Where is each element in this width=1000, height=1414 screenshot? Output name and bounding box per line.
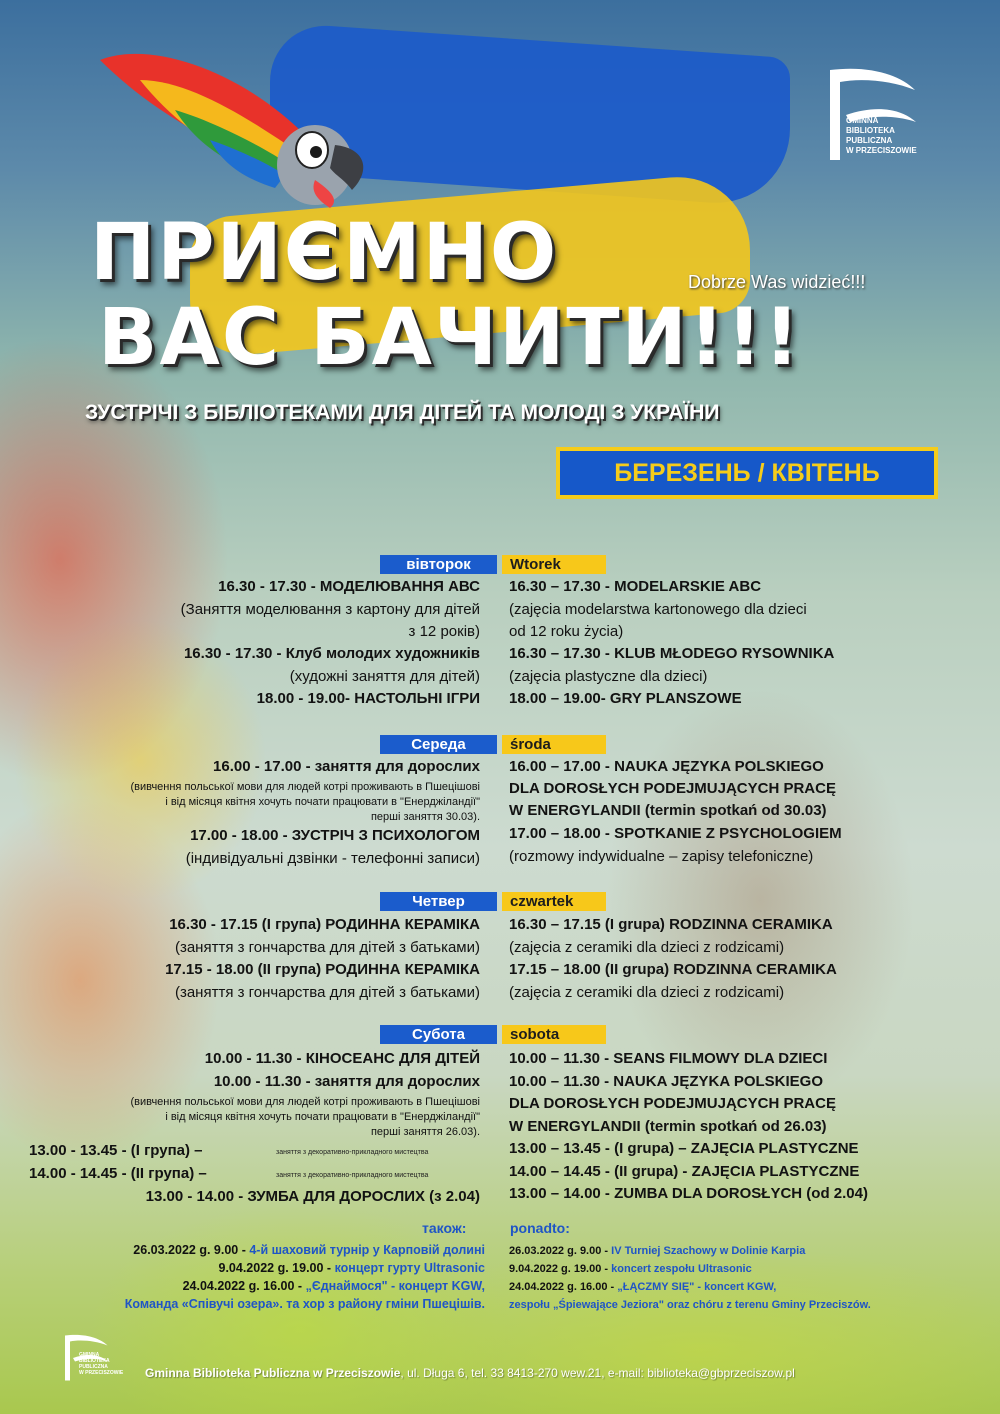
event-line: 16.30 - 17.30 - Клуб молодих художників — [183, 645, 480, 662]
event-line: 13.00 – 13.45 - (I grupa) – ZAJĘCIA PLASTYCZNE — [509, 1140, 859, 1157]
page-title-line1: ПРИЄМНО — [90, 208, 559, 298]
event-line: 17.00 - 18.00 - ЗУСТРІЧ З ПСИХОЛОГОМ — [190, 827, 480, 844]
day-header-ua-saturday: Субота — [380, 1025, 497, 1044]
event-line: 10.00 - 11.30 - заняття для дорослих — [213, 1073, 480, 1090]
day-header-pl-tuesday: Wtorek — [502, 555, 606, 574]
event-line: 17.00 – 18.00 - SPOTKANIE Z PSYCHOLOGIEM — [509, 825, 842, 842]
event-line: 13.00 - 13.45 - (I група) – — [29, 1142, 203, 1159]
extra-event-ua: 24.04.2022 g. 16.00 - „Єднаймося" - концерт KGW, — [182, 1279, 485, 1293]
also-label-ua: також: — [422, 1220, 467, 1236]
extra-event-pl: 24.04.2022 g. 16.00 - „ŁĄCZMY SIĘ" - koncert KGW, — [509, 1281, 777, 1293]
event-line: 10.00 – 11.30 - NAUKA JĘZYKA POLSKIEGO — [509, 1073, 824, 1090]
event-line: 16.00 – 17.00 - NAUKA JĘZYKA POLSKIEGO — [509, 758, 824, 775]
day-header-pl-saturday: sobota — [502, 1025, 606, 1044]
event-line: 17.15 - 18.00 (II група) РОДИННА КЕРАМІКА — [165, 961, 480, 978]
footer-contact: Gminna Biblioteka Publiczna w Przeciszowie, ul. Długa 6, tel. 33 8413-270 wew.21, e-mail: biblioteka@gbprzeciszow.pl — [145, 1366, 795, 1380]
event-desc: (zajęcia z ceramiki dla dzieci z rodzicami) — [509, 984, 785, 1001]
event-line: 18.00 - 19.00- НАСТОЛЬНІ ІГРИ — [256, 690, 480, 707]
day-header-ua-tuesday: вівторок — [380, 555, 497, 574]
event-line: 16.30 – 17.15 (I grupa) RODZINNA CERAMIKA — [509, 916, 833, 933]
day-header-pl-thursday: czwartek — [502, 892, 606, 911]
event-line: 16.30 - 17.15 (I група) РОДИННА КЕРАМІКА — [169, 916, 480, 933]
event-note: заняття з декоративно-прикладного мистецтва — [276, 1172, 429, 1179]
event-desc: (художні заняття для дітей) — [289, 668, 480, 685]
extra-event-ua: Команда «Співучі озера». та хор з району гміни Пшецішів. — [124, 1297, 485, 1311]
library-logo-text: GMINNA BIBLIOTEKA PUBLICZNA W PRZECISZOWIE — [846, 116, 917, 155]
event-note: заняття з декоративно-прикладного мистецтва — [276, 1149, 429, 1156]
event-desc: (Заняття моделювання з картону для дітей — [180, 601, 480, 618]
also-label-pl: ponadto: — [510, 1220, 570, 1236]
footer-logo-text: GMINNA BIBLIOTEKA PUBLICZNA W PRZECISZOWIE — [79, 1352, 124, 1376]
day-header-pl-wednesday: środa — [502, 735, 606, 754]
event-desc: (zajęcia plastyczne dla dzieci) — [509, 668, 708, 685]
event-desc-small: і від місяця квітня хочуть почати працювати в "Енерджіландії" — [165, 1111, 480, 1123]
event-line: DLA DOROSŁYCH PODEJMUJĄCYCH PRACĘ — [509, 780, 836, 797]
event-desc: (zajęcia modelarstwa kartonowego dla dzieci — [509, 601, 807, 618]
event-line: 10.00 – 11.30 - SEANS FILMOWY DLA DZIECI — [509, 1050, 828, 1067]
event-line: 16.00 - 17.00 - заняття для дорослих — [213, 758, 480, 775]
event-desc-small: перші заняття 30.03). — [370, 811, 480, 823]
extra-event-ua: 9.04.2022 g. 19.00 - концерт гурту Ultrasonic — [218, 1261, 485, 1275]
extra-event-ua: 26.03.2022 g. 9.00 - 4-й шаховий турнір у Карповій долині — [133, 1243, 485, 1257]
event-line: 17.15 – 18.00 (II grupa) RODZINNA CERAMIKA — [509, 961, 837, 978]
event-line: 16.30 - 17.30 - МОДЕЛЮВАННЯ АВС — [218, 578, 480, 595]
day-header-ua-thursday: Четвер — [380, 892, 497, 911]
extra-event-pl: 9.04.2022 g. 19.00 - koncert zespołu Ultrasonic — [509, 1263, 752, 1275]
parrot-illustration — [90, 40, 380, 230]
event-line: W ENERGYLANDII (termin spotkań od 30.03) — [509, 802, 827, 819]
event-line: 13.00 – 14.00 - ZUMBA DLA DOROSŁYCH (od 2.04) — [509, 1185, 868, 1202]
event-desc: od 12 roku życia) — [509, 623, 624, 640]
event-desc: з 12 років) — [408, 623, 480, 640]
event-desc: (заняття з гончарства для дітей з батьками) — [174, 984, 480, 1001]
event-desc-small: перші заняття 26.03). — [370, 1126, 480, 1138]
event-line: DLA DOROSŁYCH PODEJMUJĄCYCH PRACĘ — [509, 1095, 836, 1112]
extra-event-pl: zespołu „Śpiewające Jeziora" oraz chóru z terenu Gminy Przeciszów. — [509, 1299, 871, 1311]
page-title-polish: Dobrze Was widzieć!!! — [688, 272, 866, 292]
event-desc: (заняття з гончарства для дітей з батьками) — [174, 939, 480, 956]
event-desc: (індивідуальні дзвінки - телефонні записи) — [185, 850, 480, 867]
event-line: 18.00 – 19.00- GRY PLANSZOWE — [509, 690, 742, 707]
event-desc: (rozmowy indywidualne – zapisy telefoniczne) — [509, 848, 814, 865]
page-title-line2: ВАС БАЧИТИ!!! — [98, 293, 802, 383]
event-line: 14.00 - 14.45 - (II група) – — [29, 1165, 207, 1182]
event-line: 10.00 - 11.30 - КІНОСЕАНС ДЛЯ ДІТЕЙ — [204, 1050, 480, 1067]
event-line: 14.00 – 14.45 - (II grupa) - ZAJĘCIA PLASTYCZNE — [509, 1163, 860, 1180]
months-banner: БЕРЕЗЕНЬ / КВІТЕНЬ — [556, 447, 938, 499]
event-desc-small: (вивчення польської мови для людей котрі проживають в Пшецішові — [130, 1096, 480, 1108]
event-desc: (zajęcia z ceramiki dla dzieci z rodzicami) — [509, 939, 785, 956]
extra-event-pl: 26.03.2022 g. 9.00 - IV Turniej Szachowy w Dolinie Karpia — [509, 1245, 806, 1257]
event-line: 13.00 - 14.00 - ЗУМБА ДЛЯ ДОРОСЛИХ (з 2.04) — [145, 1188, 480, 1205]
event-line: W ENERGYLANDII (termin spotkań od 26.03) — [509, 1118, 827, 1135]
event-desc-small: (вивчення польської мови для людей котрі проживають в Пшецішові — [130, 781, 480, 793]
event-line: 16.30 – 17.30 - KLUB MŁODEGO RYSOWNIKA — [509, 645, 835, 662]
page-subtitle: ЗУСТРІЧІ З БІБЛІОТЕКАМИ ДЛЯ ДІТЕЙ ТА МОЛОДІ З УКРАЇНИ — [85, 401, 720, 424]
event-line: 16.30 – 17.30 - MODELARSKIE ABC — [509, 578, 762, 595]
day-header-ua-wednesday: Середа — [380, 735, 497, 754]
event-desc-small: і від місяця квітня хочуть почати працювати в "Енерджіландії" — [165, 796, 480, 808]
